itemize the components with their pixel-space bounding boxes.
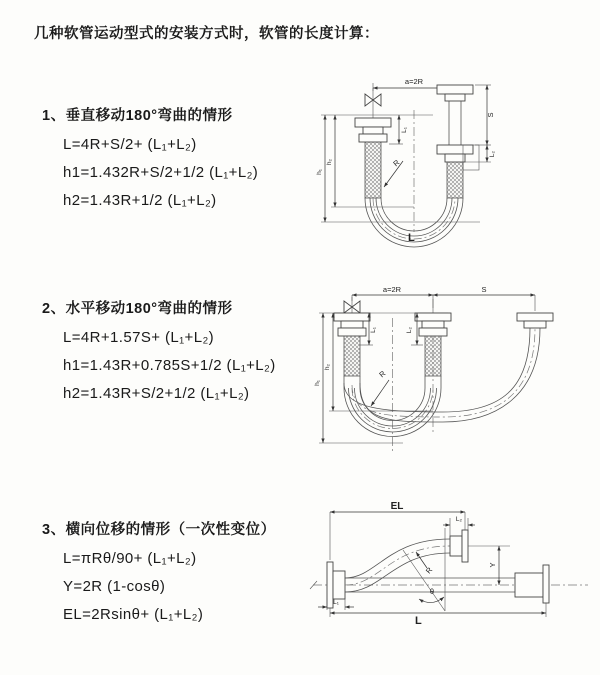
moving-flange-pos1	[415, 313, 451, 336]
dim-label-h1: h₁	[316, 169, 323, 175]
dim-label-l1: L₁	[370, 327, 377, 333]
dim-label-l1: L₁	[401, 127, 408, 133]
moving-flange-original	[515, 565, 549, 603]
formula-h1: h1=1.432R+S/2+1/2 (L₁+L₂)	[63, 164, 259, 181]
dim-label-el: EL	[390, 501, 404, 512]
section-3-heading: 3、横向位移的情形（一次性变位）	[42, 522, 276, 538]
braided-hose-left	[344, 336, 360, 376]
section-lateral-displacement	[42, 518, 276, 629]
formula-length: L=4R+1.57S+ (L₁+L₂)	[63, 329, 215, 346]
braided-hose-middle	[425, 336, 441, 376]
fixed-flange	[334, 313, 370, 336]
dim-label-l1: L₁	[333, 599, 339, 606]
braided-hose-left	[365, 142, 381, 198]
dim-label-a2r: a=2R	[404, 77, 424, 86]
moving-flange-pos2	[517, 313, 553, 328]
length-label: L	[415, 615, 422, 627]
radius-label: R	[391, 157, 402, 169]
formula-h1: h1=1.43R+0.785S+1/2 (L₁+L₂)	[63, 357, 276, 374]
section-3-formulas	[63, 545, 276, 629]
formula-y: Y=2R (1-cosθ)	[63, 578, 166, 595]
dim-label-s: S	[481, 285, 487, 294]
diagram-horizontal-180-bend	[313, 283, 573, 473]
formula-h2: h2=1.43R+S/2+1/2 (L₁+L₂)	[63, 385, 250, 402]
fixed-flange	[355, 118, 391, 142]
dim-label-h2: h₂	[324, 363, 331, 371]
hose-displaced-position	[345, 539, 450, 592]
length-label: L	[408, 232, 415, 244]
radius-label: R	[377, 368, 388, 380]
section-2-heading: 2、水平移动180°弯曲的情形	[42, 301, 233, 317]
moving-flange-top	[437, 85, 473, 101]
dim-label-h2: h₂	[326, 158, 333, 166]
dim-label-s: S	[486, 112, 495, 118]
dim-label-y: Y	[488, 562, 497, 568]
moving-flange-displaced	[450, 530, 468, 562]
diagram-vertical-180-bend	[303, 72, 553, 254]
theta-label: θ	[429, 587, 435, 596]
section-1-heading: 1、垂直移动180°弯曲的情形	[42, 108, 233, 124]
section-horizontal-bend	[42, 297, 276, 408]
braided-hose-right	[447, 162, 463, 198]
radius-label: R	[423, 565, 435, 576]
section-1-formulas	[63, 131, 258, 215]
diagram-lateral-displacement	[305, 498, 595, 663]
dim-label-h1: h₁	[314, 380, 321, 386]
section-vertical-bend	[42, 104, 258, 215]
dim-label-l2: L₂	[489, 150, 496, 158]
formula-length: L=πRθ/90+ (L₁+L₂)	[63, 550, 197, 567]
formula-el: EL=2Rsinθ+ (L₁+L₂)	[63, 606, 204, 623]
moving-flange-bottom	[437, 145, 473, 162]
hose-u-bend-pos2	[344, 328, 540, 422]
formula-length: L=4R+S/2+ (L₁+L₂)	[63, 136, 197, 153]
section-2-formulas	[63, 324, 276, 408]
page-title: 几种软管运动型式的安装方式时，软管的长度计算：	[34, 26, 379, 42]
dim-label-a2r: a=2R	[382, 285, 402, 294]
formula-h2: h2=1.43R+1/2 (L₁+L₂)	[63, 192, 217, 209]
dim-label-l2: L₂	[455, 516, 463, 523]
dim-label-l2: L₂	[406, 326, 413, 334]
